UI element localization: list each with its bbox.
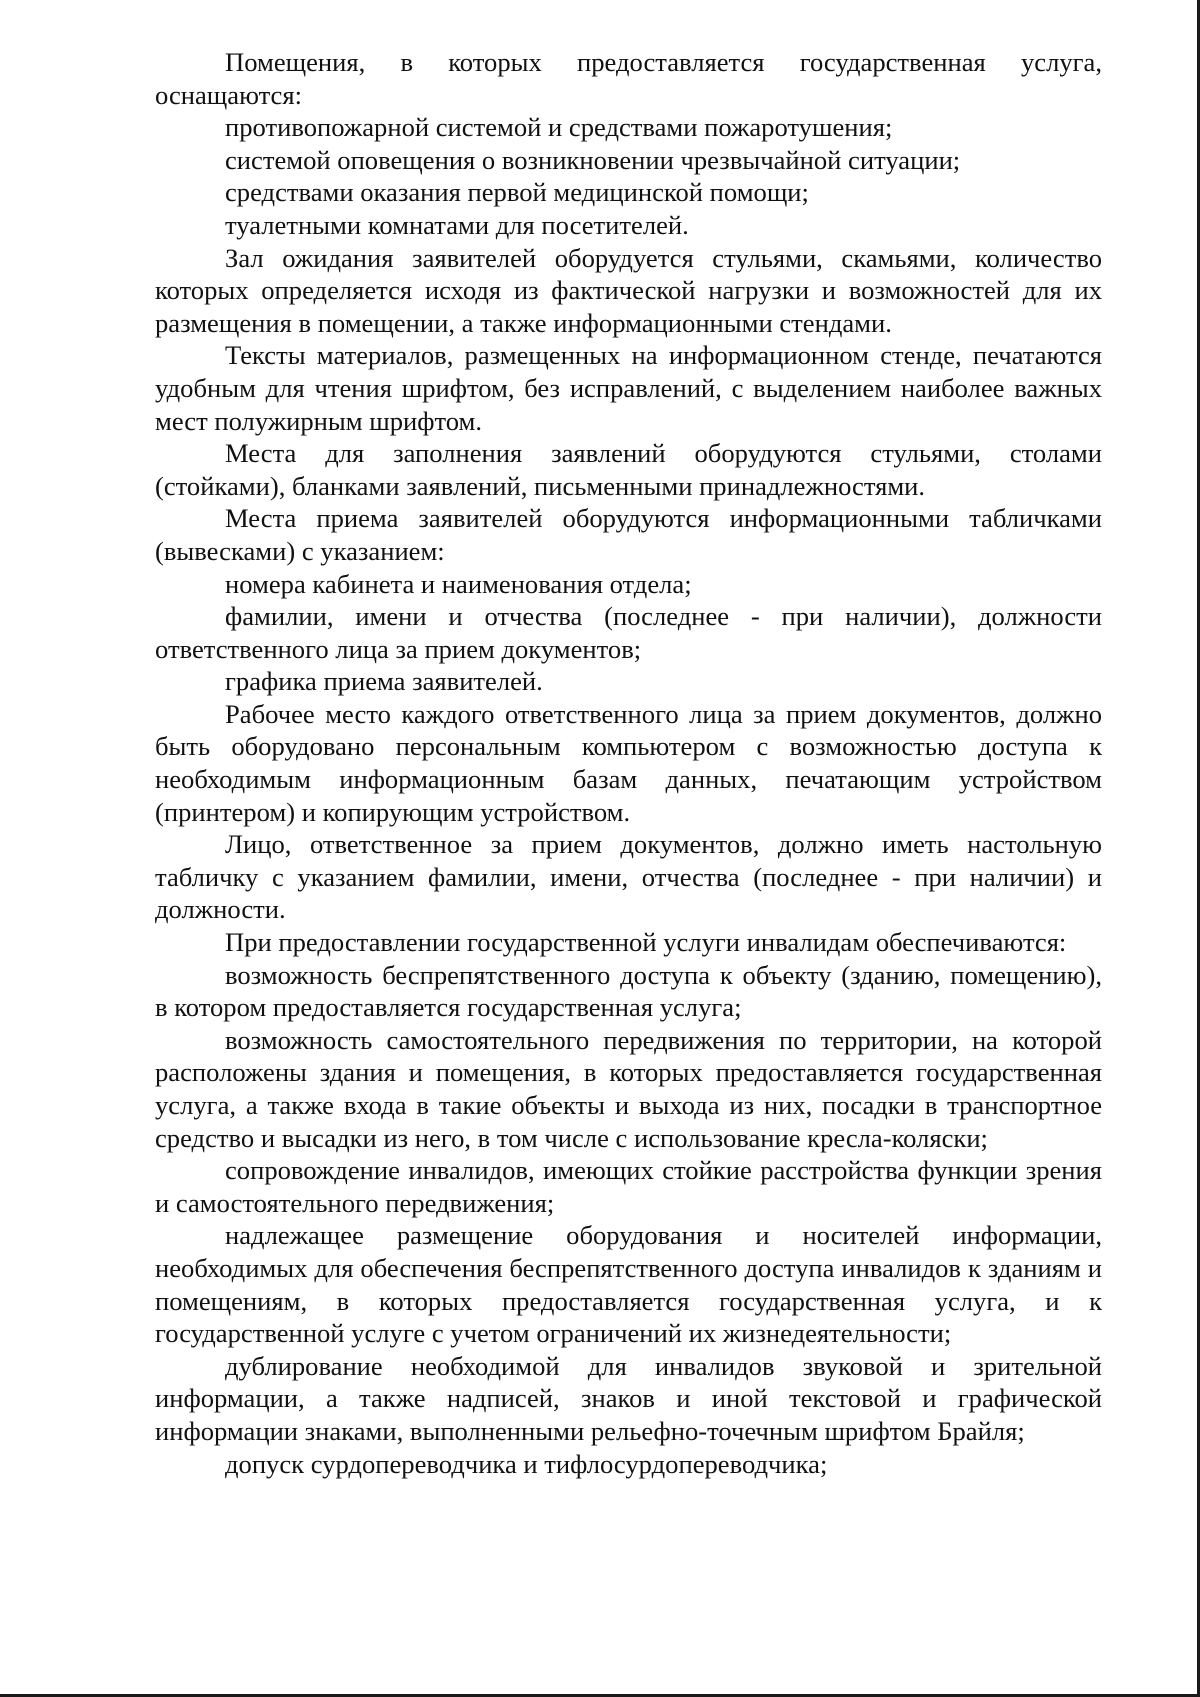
paragraph: надлежащее размещение оборудования и носителей информации, необходимых для обеспечения беспрепятственного доступа инвалидов к зданиям и помещениям, в которых предоставляется государственная услуга, и к государственной услуге с учетом ограничений их жизнедеятельности;: [155, 1220, 1102, 1349]
list-item: туалетными комнатами для посетителей.: [225, 209, 689, 240]
list-item: графика приема заявителей.: [225, 666, 543, 697]
list-item: допуск сурдопереводчика и тифлосурдопереводчика;: [225, 1448, 828, 1479]
paragraph: Лицо, ответственное за прием документов, должно иметь настольную табличку с указанием фамилии, имени, отчества (последнее - при наличии) и должности.: [155, 829, 1102, 925]
paragraph: Зал ожидания заявителей оборудуется стульями, скамьями, количество которых определяется исходя из фактической нагрузки и возможностей для их размещения в помещении, а также информационными стендами.: [155, 242, 1102, 338]
document-body: [155, 46, 1102, 1480]
paragraph: Помещения, в которых предоставляется государственная услуга, оснащаются:: [155, 47, 1102, 110]
list-item: средствами оказания первой медицинской помощи;: [225, 177, 809, 208]
list-item: системой оповещения о возникновении чрезвычайной ситуации;: [225, 144, 961, 175]
paragraph: Места приема заявителей оборудуются информационными табличками (вывесками) с указанием:: [155, 503, 1102, 566]
paragraph: дублирование необходимой для инвалидов звуковой и зрительной информации, а также надписей, знаков и иной текстовой и графической информации знаками, выполненными рельефно-точечным шрифтом Брайля;: [155, 1350, 1102, 1446]
paragraph: возможность беспрепятственного доступа к объекту (зданию, помещению), в котором предоставляется государственная услуга;: [155, 959, 1102, 1023]
list-item: номера кабинета и наименования отдела;: [225, 568, 692, 599]
list-item: противопожарной системой и средствами пожаротушения;: [225, 112, 893, 143]
paragraph: Места для заполнения заявлений оборудуются стульями, столами (стойками), бланками заявлений, письменными принадлежностями.: [155, 438, 1102, 501]
paragraph: Рабочее место каждого ответственного лица за прием документов, должно быть оборудовано персональным компьютером с возможностью доступа к необходимым информационным базам данных, печатающим устройством (принтером) и копирующим устройством.: [155, 698, 1102, 827]
paragraph: При предоставлении государственной услуги инвалидам обеспечиваются:: [225, 927, 1067, 958]
paragraph: Тексты материалов, размещенных на информационном стенде, печатаются удобным для чтения шрифтом, без исправлений, с выделением наиболее важных мест полужирным шрифтом.: [155, 340, 1102, 436]
paragraph: сопровождение инвалидов, имеющих стойкие расстройства функции зрения и самостоятельного передвижения;: [155, 1155, 1102, 1218]
paragraph: фамилии, имени и отчества (последнее - при наличии), должности ответственного лица за прием документов;: [155, 601, 1102, 664]
paragraph: возможность самостоятельного передвижения по территории, на которой расположены здания и помещения, в которых предоставляется государственная услуга, а также входа в такие объекты и выхода из них, посадки в транспортное средство и высадки из него, в том числе с использование кресла-коляски;: [155, 1024, 1102, 1153]
